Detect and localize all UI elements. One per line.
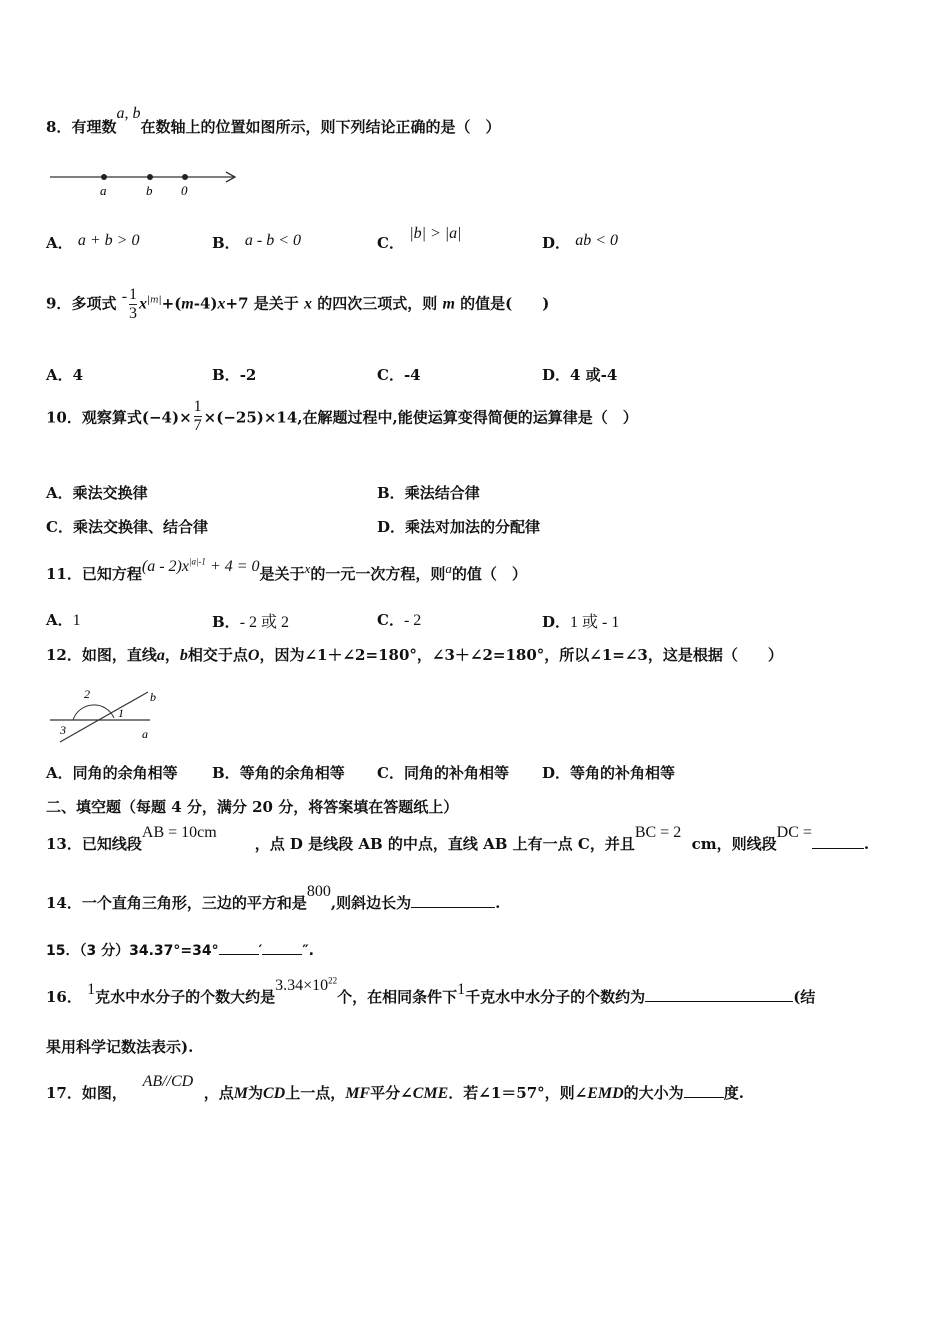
q12-option-b[interactable]: B．等角的余角相等: [212, 764, 345, 782]
q13-bc-expr: BC = 2: [634, 824, 682, 841]
q9-fraction: $\frac{1}{3}$: [129, 286, 138, 322]
label-a: a: [100, 183, 107, 198]
q8-option-d[interactable]: D． ab < 0: [542, 232, 619, 252]
q15-minutes-blank[interactable]: [219, 940, 259, 955]
angle-1-label: 1: [118, 706, 124, 720]
angle-3-label: 3: [60, 723, 66, 737]
q11-stem: 11．已知方程$(a - 2)x^{|a|-1} + 4 = 0$是关于x的一元一次方程，则a的值（ ）: [46, 556, 527, 583]
q12-option-a[interactable]: A．同角的余角相等: [46, 764, 178, 782]
q16-stem-cont: 果用科学记数法表示).: [46, 1038, 194, 1056]
q9-option-a[interactable]: A．4: [46, 366, 84, 384]
q11-option-c[interactable]: C．- 2: [377, 611, 422, 629]
q12-option-d[interactable]: D．等角的补角相等: [542, 764, 676, 782]
q13-ab-expr: AB = 10cm: [141, 824, 217, 841]
q9-stem: 9．多项式 - $\frac{1}{3}$ $x^{|m|}+(m-4)x+7$ 是关于 x 的四次三项式，则 m 的值是( ): [46, 286, 550, 322]
q17-stem: 17．如图， AB//CD ，点M为CD上一点，MF平分∠CME．若∠1＝57°，则∠EMD的大小为 度.: [46, 1073, 744, 1102]
q14-value: 800: [306, 883, 331, 900]
line-a-label: a: [142, 727, 148, 741]
q15-seconds-blank[interactable]: [262, 940, 302, 955]
section-2-heading: 二、填空题（每题 4 分，满分 20 分，将答案填在答题纸上）: [46, 798, 459, 816]
point-b: [147, 174, 153, 180]
q16-answer-blank[interactable]: [645, 987, 793, 1002]
q16-value: $3.34\times 10^{22}$: [275, 975, 338, 994]
label-b: b: [146, 183, 153, 198]
q8-vars: a, b: [116, 105, 141, 122]
point-a: [101, 174, 107, 180]
q13-stem: 13．已知线段AB = 10cm，点 D 是线段 AB 的中点，直线 AB 上有一点 C，并且BC = 2 cm，则线段DC =.: [46, 824, 870, 853]
q8-option-c[interactable]: C． |b| > |a|: [377, 225, 462, 252]
q14-stem: 14．一个直角三角形，三边的平方和是800,则斜边长为 .: [46, 883, 501, 912]
line-b-label: b: [150, 690, 156, 704]
q10-stem: 10．观察算式(−4)× $\frac{1}{7}$ ×(−25)×14,在解题过程中,能使运算变得简便的运算律是（ ）: [46, 398, 638, 434]
q17-answer-blank[interactable]: [684, 1083, 724, 1098]
q10-fraction: $\frac{1}{7}$: [193, 398, 202, 434]
q13-answer-blank[interactable]: [812, 834, 864, 849]
q15-stem: 15．（3 分）34.37°=34° ′ ″.: [46, 940, 314, 960]
q11-option-a[interactable]: A．1: [46, 611, 81, 629]
number-line-figure: [48, 168, 243, 200]
q10-option-d[interactable]: D．乘法对加法的分配律: [377, 518, 541, 536]
q9-option-c[interactable]: C．-4: [377, 366, 421, 384]
q11-option-d[interactable]: D．1 或 - 1: [542, 613, 620, 631]
q9-option-d[interactable]: D．4 或-4: [542, 366, 618, 384]
q10-option-c[interactable]: C．乘法交换律、结合律: [46, 518, 208, 536]
angle-2-label: 2: [84, 687, 90, 701]
q12-stem: 12．如图，直线a，b相交于点O，因为∠1＋∠2=180°，∠3＋∠2=180°，所以∠1=∠3，这是根据（ ）: [46, 646, 783, 664]
q11-equation: $(a - 2)x^{|a|-1} + 4 = 0$: [141, 556, 260, 575]
q8-option-b[interactable]: B． a - b < 0: [212, 232, 302, 252]
point-0: [182, 174, 188, 180]
label-0: 0: [181, 183, 188, 198]
q11-option-b[interactable]: B．- 2 或 2: [212, 613, 290, 631]
q10-option-a[interactable]: A．乘法交换律: [46, 484, 148, 502]
q8-option-a[interactable]: A． a + b > 0: [46, 232, 140, 252]
q14-answer-blank[interactable]: [411, 893, 495, 908]
intersecting-lines-figure: [48, 684, 168, 746]
q17-expr: AB//CD: [142, 1073, 194, 1090]
q13-dc-expr: DC =: [776, 824, 812, 841]
q8-stem: 8．有理数a, b在数轴上的位置如图所示，则下列结论正确的是（ ）: [46, 105, 501, 136]
q12-option-c[interactable]: C．同角的补角相等: [377, 764, 509, 782]
q16-stem: 16． 1克水中水分子的个数大约是$3.34\times 10^{22}$个，在相同条件下1千克水中水分子的个数约为 (结: [46, 975, 816, 1006]
q10-option-b[interactable]: B．乘法结合律: [377, 484, 480, 502]
q9-option-b[interactable]: B．-2: [212, 366, 257, 384]
